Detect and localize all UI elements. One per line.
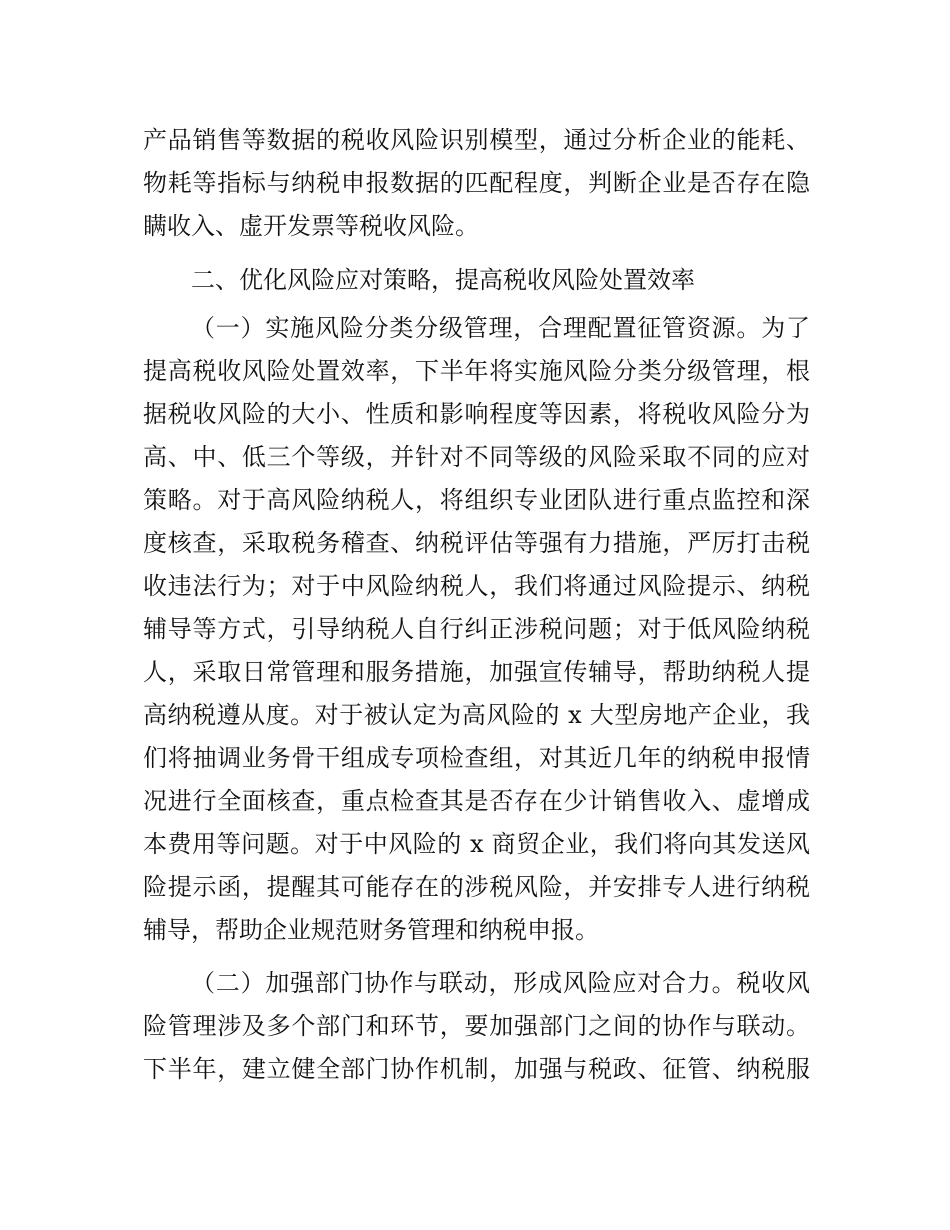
text-line: （二）加强部门协作与联动，形成风险应对合力。税收风: [191, 969, 810, 997]
text-line: 物耗等指标与纳税申报数据的匹配程度，判断企业是否存在隐: [143, 169, 810, 197]
text-line: 策略。对于高风险纳税人，将组织专业团队进行重点监控和深: [143, 486, 810, 514]
text-line: 收违法行为；对于中风险纳税人，我们将通过风险提示、纳税: [143, 572, 810, 600]
text-line: 本费用等问题。对于中风险的 x 商贸企业，我们将向其发送风: [143, 830, 810, 858]
text-line: 瞒收入、虚开发票等税收风险。: [143, 212, 479, 240]
text-line: 们将抽调业务骨干组成专项检查组，对其近几年的纳税申报情: [143, 744, 810, 772]
paragraph-subsection-2: [143, 962, 810, 1091]
section-heading-2: [143, 259, 810, 302]
text-line: （一）实施风险分类分级管理，合理配置征管资源。为了: [191, 314, 810, 342]
text-line: 产品销售等数据的税收风险识别模型，通过分析企业的能耗、: [143, 126, 810, 154]
text-line: 辅导等方式，引导纳税人自行纠正涉税问题；对于低风险纳税: [143, 615, 810, 643]
paragraph-subsection-1: [143, 307, 810, 952]
text-line: 据税收风险的大小、性质和影响程度等因素，将税收风险分为: [143, 400, 810, 428]
text-line: 高纳税遵从度。对于被认定为高风险的 x 大型房地产企业，我: [143, 701, 810, 729]
text-line: 险管理涉及多个部门和环节，要加强部门之间的协作与联动。: [143, 1012, 810, 1040]
text-line: 险提示函，提醒其可能存在的涉税风险，并安排专人进行纳税: [143, 873, 810, 901]
heading-line: 二、优化风险应对策略，提高税收风险处置效率: [191, 266, 695, 294]
text-line: 况进行全面核查，重点检查其是否存在少计销售收入、虚增成: [143, 787, 810, 815]
text-line: 提高税收风险处置效率，下半年将实施风险分类分级管理，根: [143, 357, 810, 385]
paragraph-risk-model-continued: [143, 119, 810, 248]
text-line: 高、中、低三个等级，并针对不同等级的风险采取不同的应对: [143, 443, 810, 471]
text-line: 下半年，建立健全部门协作机制，加强与税政、征管、纳税服: [143, 1055, 810, 1083]
text-line: 辅导，帮助企业规范财务管理和纳税申报。: [143, 916, 599, 944]
text-line: 度核查，采取税务稽查、纳税评估等强有力措施，严厉打击税: [143, 529, 810, 557]
text-line: 人，采取日常管理和服务措施，加强宣传辅导，帮助纳税人提: [143, 658, 810, 686]
